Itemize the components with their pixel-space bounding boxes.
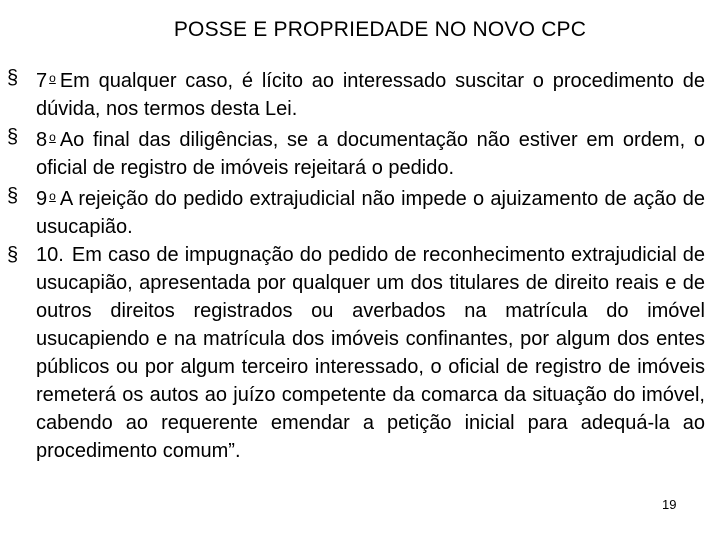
paragraph-number: 8 (36, 129, 48, 151)
section-mark: § (7, 244, 19, 266)
ordinal-indicator: o (49, 130, 56, 144)
slide-body (7, 64, 705, 465)
ordinal-indicator: o (49, 71, 56, 85)
paragraph-number: 7 (36, 70, 48, 92)
paragraph-8 (7, 123, 705, 182)
ordinal-indicator: o (49, 189, 56, 203)
page-number: 19 (662, 497, 677, 512)
section-mark: § (7, 126, 19, 148)
paragraph-text: Em caso de impugnação do pedido de reconhecimento extrajudicial de usucapião, apresentada por qualquer um dos titulares de direito reais e de outros direitos registrados ou averbados na matrícula do imóvel usucapiendo e na matrícula dos imóveis confinantes, por algum dos entes públicos ou por algum terceiro interessado, o oficial de registro de imóveis remeterá os autos ao juízo competente da comarca da situação do imóvel, cabendo ao requerente emendar a petição inicial para adequá-la ao procedimento comum”. (36, 244, 705, 462)
paragraph-text: Ao final das diligências, se a documentação não estiver em ordem, o oficial de registro de imóveis rejeitará o pedido. (36, 129, 705, 179)
paragraph-text: Em qualquer caso, é lícito ao interessado suscitar o procedimento de dúvida, nos termos desta Lei. (36, 70, 705, 120)
paragraph-9 (7, 182, 705, 241)
section-mark: § (7, 67, 19, 89)
slide-title: POSSE E PROPRIEDADE NO NOVO CPC (173, 18, 587, 41)
paragraph-text: A rejeição do pedido extrajudicial não impede o ajuizamento de ação de usucapião. (36, 188, 705, 238)
paragraph-number: 9 (36, 188, 48, 210)
paragraph-7 (7, 64, 705, 123)
section-mark: § (7, 185, 19, 207)
paragraph-10 (7, 241, 705, 465)
paragraph-number: 10. (36, 244, 64, 266)
